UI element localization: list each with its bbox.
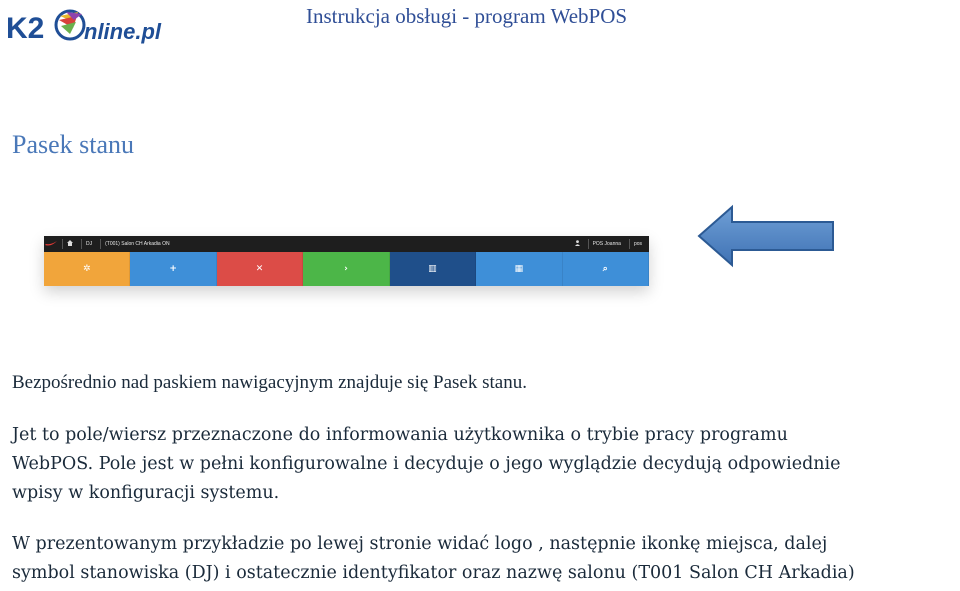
paragraph-2-line-1: Jet to pole/wiersz przeznaczone do informowania użytkownika o trybie pracy programu (12, 425, 788, 445)
divider (588, 239, 589, 249)
nav-button-settings[interactable] (44, 252, 130, 286)
close-icon: ✕ (255, 264, 264, 274)
home-icon (67, 240, 73, 248)
paragraph-2-line-2: WebPOS. Pole jest w pełni konfigurowalne i decyduje o jego wyglądzie decydują odpowiednie (12, 454, 841, 474)
status-bar (44, 236, 649, 252)
svg-text:K2: K2 (6, 12, 45, 45)
chevron-right-icon: › (344, 264, 348, 274)
paragraph-1: Bezpośrednio nad paskiem nawigacyjnym znajduje się Pasek stanu. (12, 372, 527, 393)
station-label: DJ (86, 241, 93, 247)
pos-label: pos (633, 241, 642, 247)
plus-icon: + (169, 264, 177, 274)
settings-icon: ✲ (82, 264, 91, 274)
nav-button-chevron-right[interactable] (303, 252, 389, 286)
nav-button-search[interactable] (563, 252, 649, 286)
grid-icon: ▦ (514, 264, 524, 274)
section-title: Pasek stanu (12, 130, 135, 159)
paragraph-3-line-2: symbol stanowiska (DJ) i ostatecznie identyfikator oraz nazwę salonu (T001 Salon CH Arkadia) (12, 563, 855, 583)
paragraph-2-line-3: wpisy w konfiguracji systemu. (12, 483, 280, 503)
nav-button-plus[interactable] (130, 252, 216, 286)
nav-button-grid[interactable] (476, 252, 562, 286)
user-icon (575, 240, 580, 248)
divider (629, 239, 630, 249)
divider (100, 239, 101, 249)
divider (62, 239, 63, 249)
arrow-left-icon (696, 204, 838, 268)
brand-swoosh-icon (44, 236, 58, 252)
user-name: POS Joanna (592, 241, 621, 247)
status-bar-screenshot (44, 236, 649, 286)
nav-button-barcode[interactable] (390, 252, 476, 286)
navigation-bar (44, 252, 649, 286)
paragraph-3-line-1: W prezentowanym przykładzie po lewej stronie widać logo , następnie ikonkę miejsca, dalej (12, 534, 828, 554)
barcode-icon: ▥ (428, 264, 437, 274)
svg-text:nline.pl: nline.pl (84, 19, 161, 44)
k2online-logo (4, 4, 174, 46)
divider (81, 239, 82, 249)
location-label: (T001) Salon CH Arkadia ON (105, 241, 170, 247)
search-icon: ⌕ (602, 264, 608, 274)
nav-button-close[interactable] (217, 252, 303, 286)
document-header-title: Instrukcja obsługi - program WebPOS (306, 4, 628, 28)
